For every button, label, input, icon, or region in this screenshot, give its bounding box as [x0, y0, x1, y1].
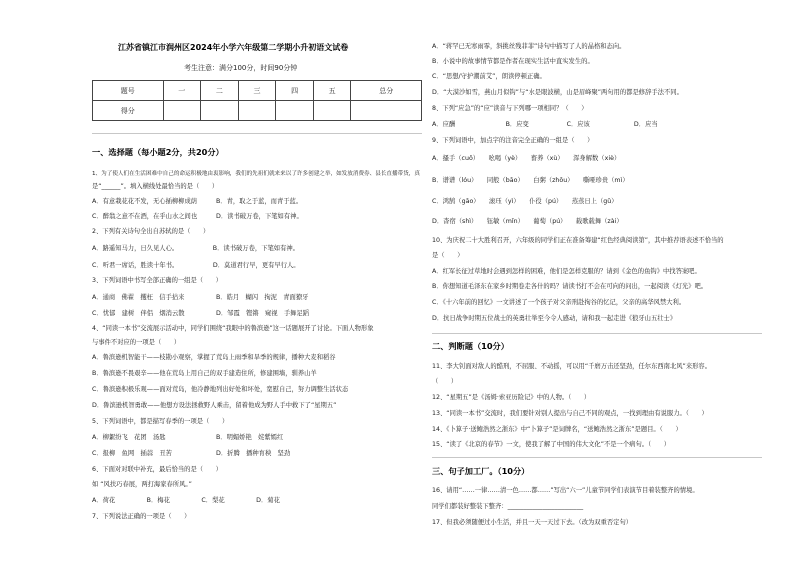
option-line: A．鲁滨逊机智能干——枝勘小观察，掌握了荒岛上雨季和旱季的规律，播种大麦和稻谷 [92, 354, 336, 361]
judge-line: 15、“读了《北京的春节》一文，使我了解了中国的伟大文化”不是一个病句。（ ） [432, 441, 671, 448]
score-row-label: 得分 [93, 101, 164, 121]
option-line: B．小说中的故事情节都是作者在现实生活中直实发生的。 [432, 58, 594, 65]
sentence-line: 同学们都装好整装下整齐：________________________ [432, 503, 584, 510]
question-line: 是“______”。填入横线处最恰当的是（ ） [92, 183, 219, 190]
question-line: 6、下面对对联中补充，最后恰当的是（ ） [92, 466, 222, 473]
option-line: C．听君一席话，胜读十年书。 D．莫道君行早，更有早行人。 [92, 262, 300, 269]
section-divider [92, 133, 422, 134]
score-header-cell: 五 [313, 81, 351, 101]
option-line: D．抗日战争时期五位战士的英勇壮举至今令人感动，请和我一起走进《狼牙山五壮士》 [432, 315, 677, 322]
left-column [88, 0, 420, 562]
question-line: 1、为了使人们在生活困难中自己的命运积极地由衷影响，我们的先祖们就来来以了许多创建之举，如发放消费券、县长直播带货，真 [92, 171, 420, 177]
score-table-header-row [93, 81, 422, 101]
question-line: 如 “风扶巧春展，两打海家春所风。” [92, 481, 192, 488]
score-table [92, 80, 422, 121]
judge-line: （ ） [432, 378, 458, 385]
sentence-line: 16、请用“……一律……清一色……都……”写出“六一”儿童节同学们表演节目着装整齐的情境。 [432, 487, 699, 494]
exam-title: 江苏省镇江市润州区2024年小学六年级第二学期小升初语文试卷 [118, 43, 349, 52]
score-header-cell: 四 [276, 81, 314, 101]
question-line: 5、下列词语中，都是描写春季的一项是（ ） [92, 418, 229, 425]
question-line: 9、下列词语中，加点字的注音完全正确的一组是（ ） [432, 137, 594, 144]
option-line: A．有意栽花花不发，无心插柳柳成荫 B．青，取之于蓝，而青于蓝。 [92, 198, 303, 205]
option-line: C．醉翁之意不在酒，在乎山水之间也 D．读书破万卷，下笔如有神。 [92, 213, 303, 220]
score-header-cell: 题号 [93, 81, 164, 101]
option-line: C．鸿鹄（gāo） 滚珏（yì） 仆役（pú） 蒸蒸日上（gǔ） [432, 198, 618, 205]
sentence-line: 17、但我必须随便过小生活，并且一天一天过下去。（改为双重否定句） [432, 519, 633, 526]
option-line: B．鲁滨逊不畏艰辛——他在荒岛上用自己的双手建造住所，修建围墙，驯养山羊 [92, 370, 317, 377]
exam-notice: 考生注意：满分100分，时间90分钟 [184, 64, 298, 72]
option-line: D．鲁滨逊机智勇敢——他想方设法拯救野人乘击，留着他成为野人手中救下了“星期五” [92, 402, 337, 409]
option-line: C．鲁滨逊积极乐观——面对荒岛，他冷静地列出好处和坏处，宽慰自己，努力调整生活状态 [92, 386, 349, 393]
score-input-cell[interactable] [163, 101, 201, 121]
judge-line: 11、李大钊面对敌人的酷刑，不屈服、不动摇，可以用“千磨万击还坚劲，任尔东西南北风”来形容。 [432, 363, 712, 370]
question-line: 与事件不对应的一项是（ ） [92, 339, 181, 346]
option-line: A．搔手（cuō） 吆喝（yè） 畜养（xù） 浑身解数（xiè） [432, 155, 621, 162]
question-line: 是（ ） [432, 252, 464, 259]
score-table-score-row [93, 101, 422, 121]
question-line: 2、下列有关诗句全出自苏轼的是（ ） [92, 228, 210, 235]
score-input-cell[interactable] [276, 101, 314, 121]
section-divider [432, 333, 762, 334]
option-line: A．红军长征过草地时会遇到怎样的困难，他们是怎样克服的？请到《金色的鱼钩》中找答案吧。 [432, 268, 701, 275]
option-line: C．报柳 鱼网 插蒜 丑苦 D．折腾 播种育秧 坚劲 [92, 450, 291, 457]
question-line: 4、“同读一本书”交流展示活动中，同学们围绕“我眼中的鲁滨逊”这一话题展开了讨论。下面人物形象 [92, 325, 374, 332]
question-line: 10、为庆祝二十大胜利召开，六年级的同学们正在准备筹建“红色经典阅读第”，其中推荐语表述不恰当的 [432, 237, 724, 244]
score-header-cell: 二 [201, 81, 239, 101]
score-input-cell[interactable] [201, 101, 239, 121]
judge-line: 14、《卜算子·送鲍浩然之浙东》中“卜算子”是词牌名，“送鲍浩然之浙东”是题目。（ ） [432, 426, 682, 433]
section-divider [432, 457, 762, 458]
option-line: D．杳宿（shì） 钰敏（mǐn） 葡萄（pú） 载歌载舞（zài） [432, 218, 623, 225]
option-line: A．路遥知马力，日久见人心。 B．读书破万卷，下笔如有神。 [92, 245, 299, 252]
judge-line: 13、“同读一本书”交流时，我们要针对别人提出与自己不同的观点，一找到理由有说服力。（ ） [432, 410, 708, 417]
option-line: A．“蒋罕已无寒雨霏，斜挑丝残菲菲”诗句中描写了人的晶格和态向。 [432, 43, 626, 50]
question-line: 3、下列词语中书写全部正确的一组是（ ） [92, 277, 222, 284]
score-input-cell[interactable] [238, 101, 276, 121]
question-line: 8、下列“应急”的“应”读音与下列哪一项相同？（ ） [432, 105, 588, 112]
question-line: 7、下列说法正确的一项是（ ） [92, 513, 191, 520]
option-line: A．柳絮纷飞 花团 汤匙 B．明媚娇艳 姹紫嫣红 [92, 434, 284, 441]
option-line: A．通商 佛翟 攫枉 信手拈来 B．皓月 蝴闪 拘泥 青面獠牙 [92, 294, 309, 301]
score-header-cell: 一 [163, 81, 201, 101]
score-header-cell: 三 [238, 81, 276, 101]
option-line: C．《十六年前的回忆》一文讲述了一个孩子对父亲刑赴拘谷的忆记，父亲的高华风禁大利。 [432, 299, 686, 306]
option-line: B．你想知道毛泽东在家乡时期卷走各什的吗？请读书打不会在可向的问出，一起阅读《灯光》吧。 [432, 283, 708, 290]
option-line: A．应酬 B．应变 C．应该 D．应当 [432, 121, 658, 128]
option-line: A．荷花 B．梅花 C．梨花 D．菊花 [92, 497, 280, 504]
option-line: C．忧郁 建树 伴侣 烟消云散 D．邹霞 铿锵 窥视 手舞足蹈 [92, 310, 310, 317]
section-heading: 三、句子加工厂。（10分） [432, 466, 530, 476]
option-line: B．谱谱（lóu） 同般（bāo） 白粥（zhōu） 嘶哑珍贵（mì） [432, 177, 629, 184]
option-line: D．“大漠沙如雪，燕山月似钩”与“水是眼波横，山是眉峰聚”两句用的都是修辞手法不同。 [432, 89, 683, 96]
section-heading: 一、选择题（每小题2分，共20分） [92, 147, 224, 157]
judge-line: 12、“星期五”是《汤姆·索亚历险记》中的人物。（ ） [432, 394, 591, 401]
section-heading: 二、判断题（10分） [432, 341, 509, 351]
option-line: C．“思想/守护潮前艾”，朗读停顿正确。 [432, 73, 546, 80]
right-column [430, 0, 766, 562]
score-header-cell: 总分 [351, 81, 422, 101]
score-input-cell[interactable] [313, 101, 351, 121]
score-input-cell[interactable] [351, 101, 422, 121]
